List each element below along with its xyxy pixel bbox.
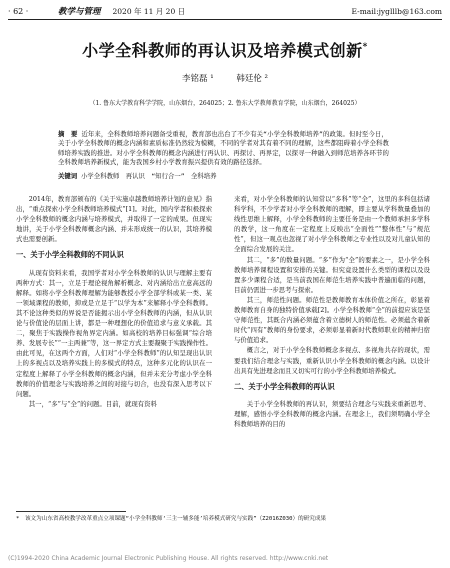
- keywords-label: 关键词: [58, 172, 78, 180]
- paragraph: 概言之，对于小学全科教师概念多视点、多视角共存的现状，需要我们结合理念与实践，重新认识小学全科教师的概念内涵。以设计出具有先进理念而且又切实可行的小学全科教师培养模式。: [234, 346, 430, 375]
- body-column-left: [16, 194, 212, 409]
- footnote: * 该文为山东省高校教学改革重点立项课题“小学全科教师‘三主一辅多能’培养模式研究与实践”（Z2016Z030）的研究成果: [16, 516, 327, 522]
- header-rule: [8, 19, 442, 20]
- affiliation: （1. 鲁东大学教育科学学院，山东烟台，264025；2. 鲁东大学教师教育学院，山东烟台，264025）: [89, 100, 361, 107]
- paragraph: 从现有资料来看，我国学者对小学全科教师的认识与理解主要有两种方式：其一，立足于理论视角解析概念、对内涵给出立意高远的解释。如将小学全科教师理解为能够教授小学全部学科或某一类、某一领域课程的教师，抑或是立足于“以学为本”来解释小学全科教师。其不论这种类似的界说是否能揭示出小学全科教师的内涵，但从认识论与价值论的层面上讲，都是一种理想化的价值追求与意义承载。其二，聚焦于实践操作视角界定内涵。如高校的培养目标强调“综合培养、发展专长”“一主两兼”等，这一界定方式主要凝聚于实践操作性。由此可见，在这两个方面，人们对“小学全科教师”的认知呈现出认识上的多视点以及培养实践上的多模式的特点，这种多元化的认识在一定程度上解释了小学全科教师的概念内涵，但并未充分考虑小学全科教师的价值理念与实践培养之间的对接与切合，也没有深入思考以下问题。: [16, 268, 212, 398]
- paragraph: 关于小学全科教师的再认识，须要结合理念与实践来重新思考、理解，感悟小学全科教师的概念内涵。在理念上，我们须明确小学全科教师培养的目的: [234, 399, 430, 428]
- keywords-text: 小学全科教师 再认识 “知行合一” 全科培养: [81, 172, 217, 180]
- paragraph: 2014年，教育部颁布的《关于实施卓越教师培养计划的意见》指出，“重点探索小学全科教师培养模式”[1]。对此，国内学者积极探索小学全科教师的概念内涵与培养模式，并取得了一定的成果。但现实地讲，关于小学全科教师概念内涵、并未形成统一的认识，其培养模式也需要创新。: [16, 195, 212, 244]
- issue-date: 2020 年 11 月 20 日: [112, 6, 186, 16]
- copyright-line: (C)1994-2020 China Academic Journal Electronic Publishing House. All rights reserved. http://www.cnki.net: [8, 555, 329, 562]
- journal-email: E-mail:jyglllb@163.com: [351, 6, 442, 16]
- article-title: [0, 38, 450, 61]
- footnote-rule: [16, 511, 126, 512]
- paragraph: 来看，对小学全科教师的认知常以“多科”等“全”，这里的多科包括诸科学科，不少学者对小学全科教师的理解，即主要从学科数量叠加的线性思维上解释，小学全科教师的主要任务是由一个教师承担多学科的教学，这一角度在一定程度上反映出“全面性”“整体性”与“规范性”，但这一观点也忽视了对小学全科教师之专业性以及对儿童认知的全面综合发展的关注。: [234, 195, 430, 254]
- author-1: 李铭磊 ¹: [182, 74, 214, 84]
- page-number: · 62 ·: [8, 6, 29, 16]
- article-title-text: 小学全科教师的再认识及培养模式创新: [82, 41, 363, 60]
- title-footnote-mark: *: [362, 42, 368, 53]
- section-heading-2: 二、关于小学全科教师的再认识: [234, 381, 335, 391]
- abstract-text: 近年来，全科教师培养问题备受重视，教育部也出台了不少有关“小学全科教师培养”的政策。但时至今日，关于小学全科教师的概念内涵和素质标准仍然较为模糊，不同的学者对其有着不同的理解，这些都阻碍着小学全科教师培养实践的推进。对小学全科教师的概念内涵进行再认识、再探讨、再界定，以探寻一种融入到师范培养各环节的全科教师培养新模式，能为我国乡村小学教育振兴提供有效的路径选择。: [58, 130, 390, 167]
- keywords: [58, 172, 392, 181]
- journal-name: 教学与管理: [58, 7, 101, 17]
- abstract-label: 摘 要: [58, 130, 78, 138]
- running-header: [8, 4, 442, 18]
- paragraph: 其一，“多”与“全”的问题。目前，就现有资料: [28, 399, 157, 408]
- paragraph: 其三，师范性问题。师范性是教师教育本体价值之所在，彰显着教师教育自身的独特价值承载[2]。小学全科教师“全”的前提应该是坚守师范性，其既合内涵必须蕴含着立德树人的师范性。必须蕴含着新时代“四有”教师的身份要求，必须彰显着新时代教师职业的精神归宿与价值追求。: [234, 295, 430, 345]
- section-heading-1: 一、关于小学全科教师的不同认识: [16, 250, 124, 260]
- body-column-right: [234, 194, 430, 429]
- paragraph: 其二，“多”的数量问题。“多”作为“全”的要素之一，是小学全科教师培养课程设置和安排的关键。但究竟设置什么类型的课程以及设置多少课程合适，是当前我国在师范生培养实践中普遍面临的问题，目前仍需进一步思考与探索。: [234, 255, 430, 294]
- abstract: [58, 130, 392, 168]
- author-2: 韩廷伦 ²: [236, 74, 268, 84]
- author-line: [0, 72, 450, 84]
